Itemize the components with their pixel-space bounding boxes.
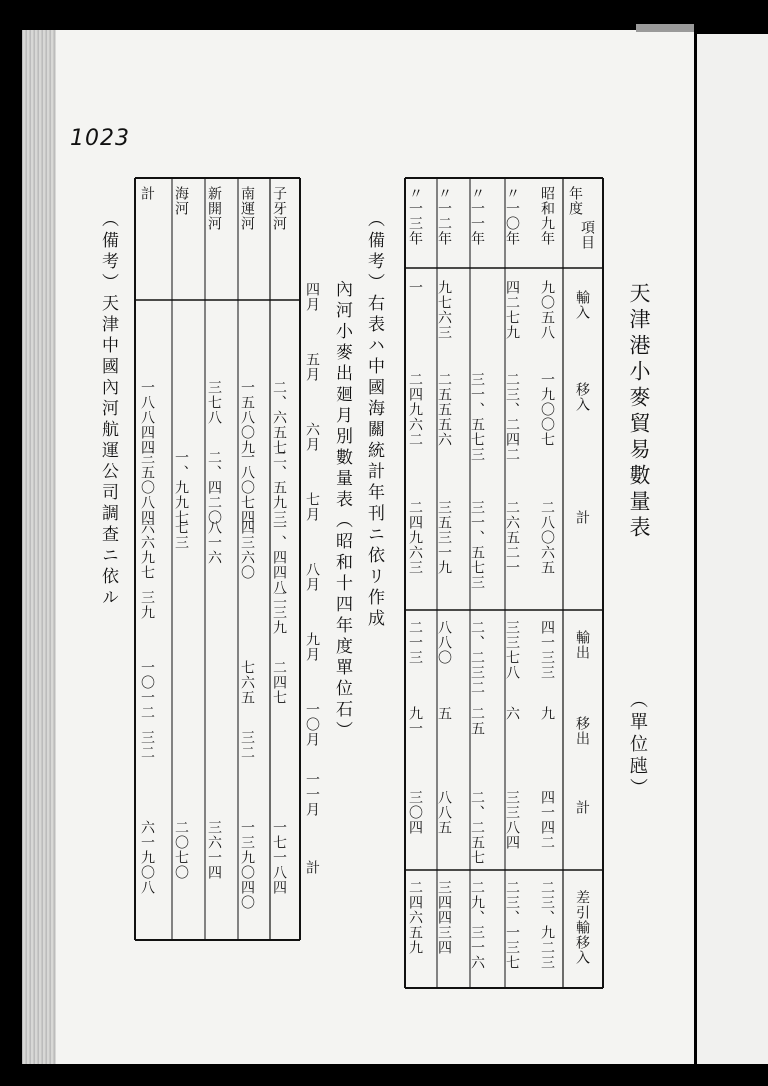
page-number-mark: 1023 — [70, 126, 130, 151]
table1-cell: 二三、一三七 — [504, 880, 520, 970]
table2-cell: 八一六 — [206, 520, 222, 565]
table2-col-header: 九月 — [304, 632, 320, 662]
table1-cell: 三五三一九 — [436, 500, 452, 575]
table1-row-year: 〃一二年 — [436, 186, 452, 246]
table1-note: （備考）右表ハ中國海關統計年刊ニ依リ作成 — [364, 210, 384, 630]
table2-cell: 六一九〇八 — [139, 820, 155, 895]
table1-cell: 二四九六三 — [407, 500, 423, 575]
table1-col-header: 移入 — [574, 382, 590, 412]
table1-cell: 二四九六二 — [407, 372, 423, 447]
table2-cell: 一、九九七 — [173, 450, 189, 525]
table2-col-header: 一〇月 — [304, 702, 320, 747]
table2-cell: 二三九 — [271, 590, 287, 635]
table2-cell: 一八八四四 — [139, 380, 155, 455]
table2-note: （備考）天津中國內河航運公司調查ニ依ル — [98, 210, 118, 609]
table1-corner-bottom: 年度 — [567, 186, 583, 216]
table2-title: 內河小麥出廻月別數量表（昭和十四年度單位石） — [332, 280, 352, 742]
table1-cell: 二四六五九 — [407, 880, 423, 955]
table1-cell: 四一三三 — [539, 620, 555, 680]
table2-cell: 一七一八四 — [271, 820, 287, 895]
table1-unit: （單位瓲） — [627, 690, 648, 800]
table1-cell: 五 — [436, 706, 452, 721]
table1-cell: 二五 — [469, 706, 485, 736]
table2-col-header: 六月 — [304, 422, 320, 452]
table1-cell: 二九、三一六 — [469, 880, 485, 970]
table1-col-header: 移出 — [574, 716, 590, 746]
table1-col-header: 計 — [574, 800, 590, 815]
table1-cell: 二八〇六五 — [539, 500, 555, 575]
table2-cell: 一三九〇四〇 — [239, 820, 255, 910]
table1-cell: 一 — [407, 280, 423, 295]
table1-row-year: 〃一一年 — [469, 186, 485, 246]
table1-row-year: 〃一〇年 — [504, 186, 520, 246]
table2-cell: 七六五 — [239, 660, 255, 705]
table1-cell: 三一、五七三 — [469, 372, 485, 462]
table1-cell: 九七六三 — [436, 280, 452, 340]
table2-cell: 二〇七〇 — [173, 820, 189, 880]
table1-row-year: 昭和九年 — [539, 186, 555, 246]
table2-cell: 二、六五七 — [271, 380, 287, 455]
table2-row-label: 新開河 — [206, 186, 222, 231]
table1-corner-top: 項目 — [579, 220, 595, 250]
table2-cell: 二、五九三 — [271, 450, 287, 525]
table1-cell: 六 — [504, 706, 520, 721]
table1-cell: 三三八四 — [504, 790, 520, 850]
table2-cell: 一八〇七四 — [239, 450, 255, 525]
table2-row-label: 南運河 — [239, 186, 255, 231]
table1-cell: 八八五 — [436, 790, 452, 835]
table1-row-year: 〃一三年 — [407, 186, 423, 246]
table2-row-label: 計 — [139, 186, 155, 201]
table2-cell: 三九 — [139, 590, 155, 620]
table1-col-header: 輸入 — [574, 290, 590, 320]
table1-title: 天津港小麥貿易數量表 — [627, 282, 651, 542]
table2-cell: 三七八 — [206, 380, 222, 425]
table2-col-header: 四月 — [304, 282, 320, 312]
table1-col-header: 計 — [574, 510, 590, 525]
table1-col-header: 差引輸移入 — [574, 890, 590, 965]
table2-cell: 三二 — [239, 730, 255, 760]
table1-cell: 九〇五八 — [539, 280, 555, 340]
table2-col-header: 一一月 — [304, 772, 320, 817]
table2-cell: 七三 — [173, 520, 189, 550]
table2-col-header: 五月 — [304, 352, 320, 382]
table1-cell: 二、二五七 — [469, 790, 485, 865]
table2-col-header: 七月 — [304, 492, 320, 522]
table2-cell: 三六一四 — [206, 820, 222, 880]
table2-cell: 二四七 — [271, 660, 287, 705]
table1-cell: 八八〇 — [436, 620, 452, 665]
table1-cell: 二五五五六 — [436, 372, 452, 447]
table2-cell: 四三六〇 — [239, 520, 255, 580]
table2-row-label: 海河 — [173, 186, 189, 216]
table1-cell: 四一四二 — [539, 790, 555, 850]
table1-cell: 二、二三二 — [469, 620, 485, 695]
table2-col-header: 八月 — [304, 562, 320, 592]
table1-cell: 三〇四 — [407, 790, 423, 835]
table1-cell: 九一 — [407, 706, 423, 736]
table1-cell: 四二七九 — [504, 280, 520, 340]
table1-cell: 二三、九二三 — [539, 880, 555, 970]
table2-col-header: 計 — [304, 860, 320, 875]
table1-cell: 三三七八 — [504, 620, 520, 680]
table1-cell: 二三、二四二 — [504, 372, 520, 462]
table2-cell: 六六九七 — [139, 520, 155, 580]
table2-cell: 三二 — [139, 730, 155, 760]
table2-cell: 三五〇八四 — [139, 450, 155, 525]
table2-cell: 一〇一二 — [139, 660, 155, 720]
table1-cell: 九 — [539, 706, 555, 721]
table2-cell: 二、四二〇 — [206, 450, 222, 525]
table1-cell: 三一、五七三 — [469, 500, 485, 590]
table2-cell: 一五八〇九 — [239, 380, 255, 455]
table1-col-header: 輸出 — [574, 630, 590, 660]
table2-row-label: 子牙河 — [271, 186, 287, 231]
table1-cell: 二六五二一 — [504, 500, 520, 575]
table1-cell: 一九〇〇七 — [539, 372, 555, 447]
table2-cell: 一、四四八 — [271, 520, 287, 595]
table1-cell: 二一三 — [407, 620, 423, 665]
table1-cell: 三四四三四 — [436, 880, 452, 955]
